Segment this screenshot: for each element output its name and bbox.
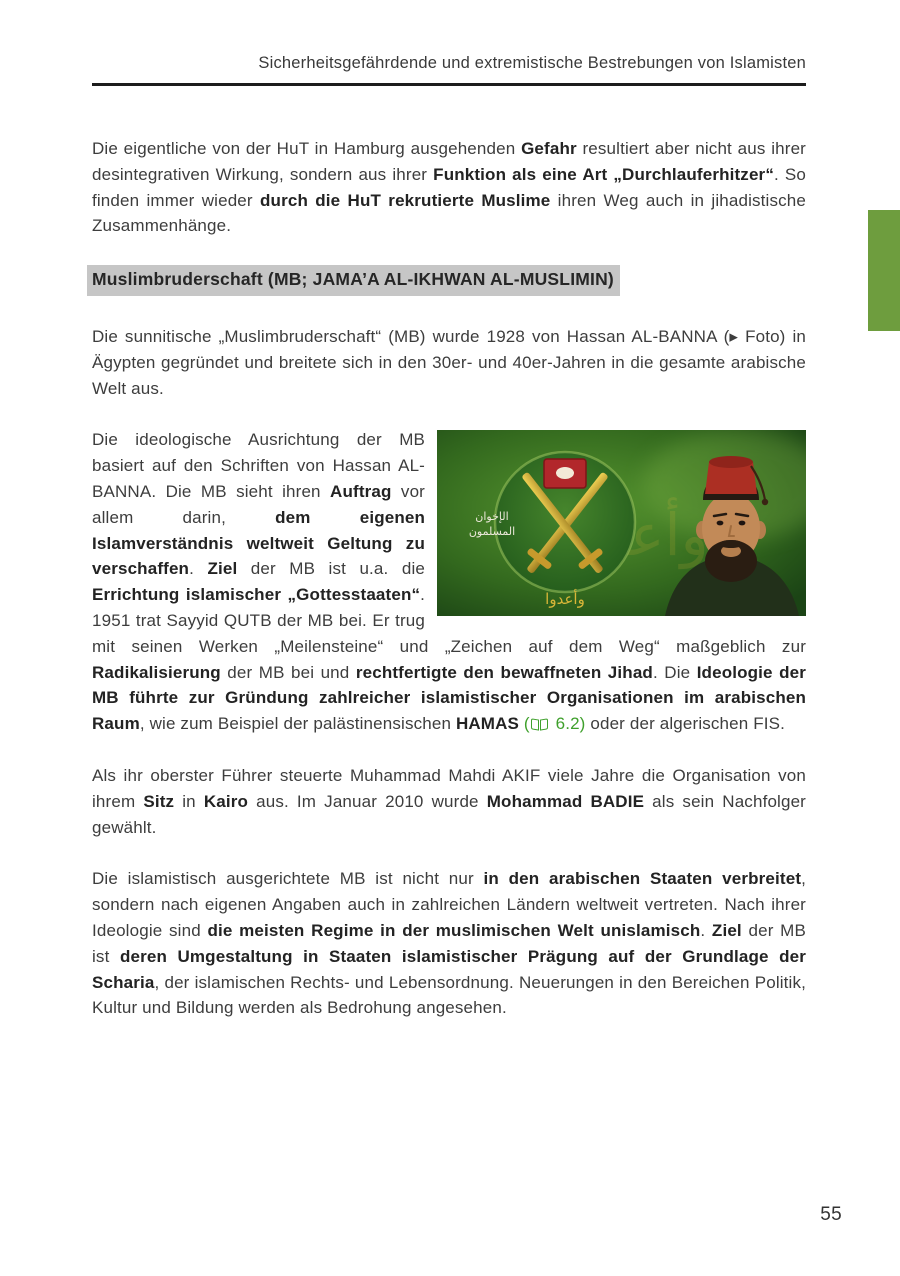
quran-icon (544, 459, 586, 488)
bold-text-run: die meisten Regime in der muslimischen Welt unislamisch (207, 920, 701, 940)
paragraph-mb-ideologie (92, 427, 806, 737)
bold-text-run: in den arabischen Staaten verbreitet (483, 869, 802, 889)
text-run: ihren Weg auch in jihadistische Zusammenhänge. (92, 190, 806, 236)
bold-text-run: Ziel (207, 559, 238, 579)
text-run: oder der algerischen FIS. (585, 714, 785, 734)
paragraph-mb-fuehrung (92, 763, 806, 840)
text-run: . (700, 920, 712, 940)
bold-text-run: Radikalisierung (92, 662, 221, 682)
text-run: . 1951 trat Sayyid QUTB der MB bei. Er trug mit seinen Werken „Meilensteine“ und „Zeichen auf dem Weg“ maßgeblich zur (92, 585, 806, 656)
text-run: . So finden immer wieder (92, 164, 806, 210)
paragraph-mb-gruendung (92, 324, 806, 401)
text-run: als sein Nachfolger gewählt. (92, 791, 806, 837)
emblem-arabic-text-line1: الإخوان (475, 510, 509, 524)
cross-reference-link[interactable]: 6.2) (550, 714, 586, 734)
emblem-arabic-text-line2: المسلمون (468, 525, 516, 539)
bold-text-run: Mohammad BADIE (486, 791, 645, 811)
text-run: Die sunnitische „Muslimbruderschaft“ (MB) wurde 1928 von Hassan AL-BANNA (▸ Foto) in Ägypten gegründet und breitete sich in den 30er- und 40er-Jahren in die gesamte arabische Welt aus. (92, 326, 806, 398)
bold-text-run: deren Umgestaltung in Staaten islamistischer Prägung auf der Grundlage der Scharia (92, 946, 806, 992)
text-run: aus. Im Januar 2010 wurde (248, 791, 487, 811)
section-heading: Muslimbruderschaft (MB; JAMA’A AL-IKHWAN AL-MUSLIMIN) (87, 265, 620, 296)
text-run: Die ideologische Ausrichtung der MB basiert auf den Schriften von Hassan AL-BANNA. Die MB sieht ihren (92, 430, 425, 501)
text-run: . (189, 559, 208, 579)
bold-text-run: Sitz (143, 791, 175, 811)
bold-text-run: Ziel (711, 920, 742, 940)
text-run: Die islamistisch ausgerichtete MB ist nicht nur (92, 869, 484, 889)
paragraph-mb-verbreitung (92, 866, 806, 1021)
bold-text-run: rechtfertigte den bewaffneten Jihad (355, 662, 653, 682)
body-text-column (92, 136, 806, 1047)
bold-text-run: Kairo (203, 791, 249, 811)
cross-reference-link[interactable]: ( (523, 714, 530, 734)
text-run: , wie zum Beispiel der palästinensischen (139, 714, 456, 734)
text-run: der MB bei und (220, 662, 356, 682)
bold-text-run: dem eigenen Islamverständnis weltweit Geltung zu verschaffen (92, 507, 425, 579)
text-run: der MB ist u.a. die (237, 559, 425, 579)
paragraph-hut-gefahr (92, 136, 806, 239)
text-run: Die eigentliche von der HuT in Hamburg ausgehenden (92, 139, 522, 158)
emblem-arabic-motto: وأعدوا (545, 590, 585, 609)
bold-text-run: Auftrag (330, 481, 392, 501)
running-header: Sicherheitsgefährdende und extremistische Bestrebungen von Islamisten (258, 54, 806, 72)
bold-text-run: Errichtung islamischer „Gottesstaaten“ (92, 585, 421, 605)
bold-text-run: Ideologie der MB führte zur Gründung zahlreicher islamistischer Organisationen im arabischen Raum (92, 662, 806, 734)
mb-emblem-al-banna-photo (437, 430, 806, 616)
text-run: , sondern nach eigenen Angaben auch in zahlreichen Ländern weltweit vertreten. Nach ihrer Ideologie sind (92, 869, 807, 940)
section-heading-row (92, 265, 806, 296)
bold-text-run: durch die HuT rekrutierte Muslime (260, 190, 551, 210)
bold-text-run: Gefahr (521, 139, 577, 158)
text-run: . Die (652, 662, 697, 682)
text-run: vor allem darin, (92, 481, 425, 527)
text-run: in (174, 791, 204, 811)
page-number: 55 (820, 1204, 842, 1225)
text-run: Als ihr oberster Führer steuerte Muhammad Mahdi AKIF viele Jahre die Organisation von ihrem (92, 765, 806, 811)
mb-emblem-al-banna-illustration (437, 430, 806, 616)
text-run: der MB ist (92, 920, 806, 966)
bold-text-run: HAMAS (455, 714, 520, 734)
header-rule (92, 83, 806, 86)
text-run: resultiert aber nicht aus ihrer desintegrativen Wirkung, sondern aus ihrer (92, 139, 806, 184)
bold-text-run: Funktion als eine Art „Durchlauferhitzer“ (433, 164, 774, 184)
open-book-icon[interactable] (531, 718, 548, 730)
chapter-edge-tab (868, 210, 900, 331)
text-run: , der islamischen Rechts- und Lebensordnung. Neuerungen in den Bereichen Politik, Kultur und Bildung werden als Bedrohung angesehen. (92, 972, 806, 1018)
